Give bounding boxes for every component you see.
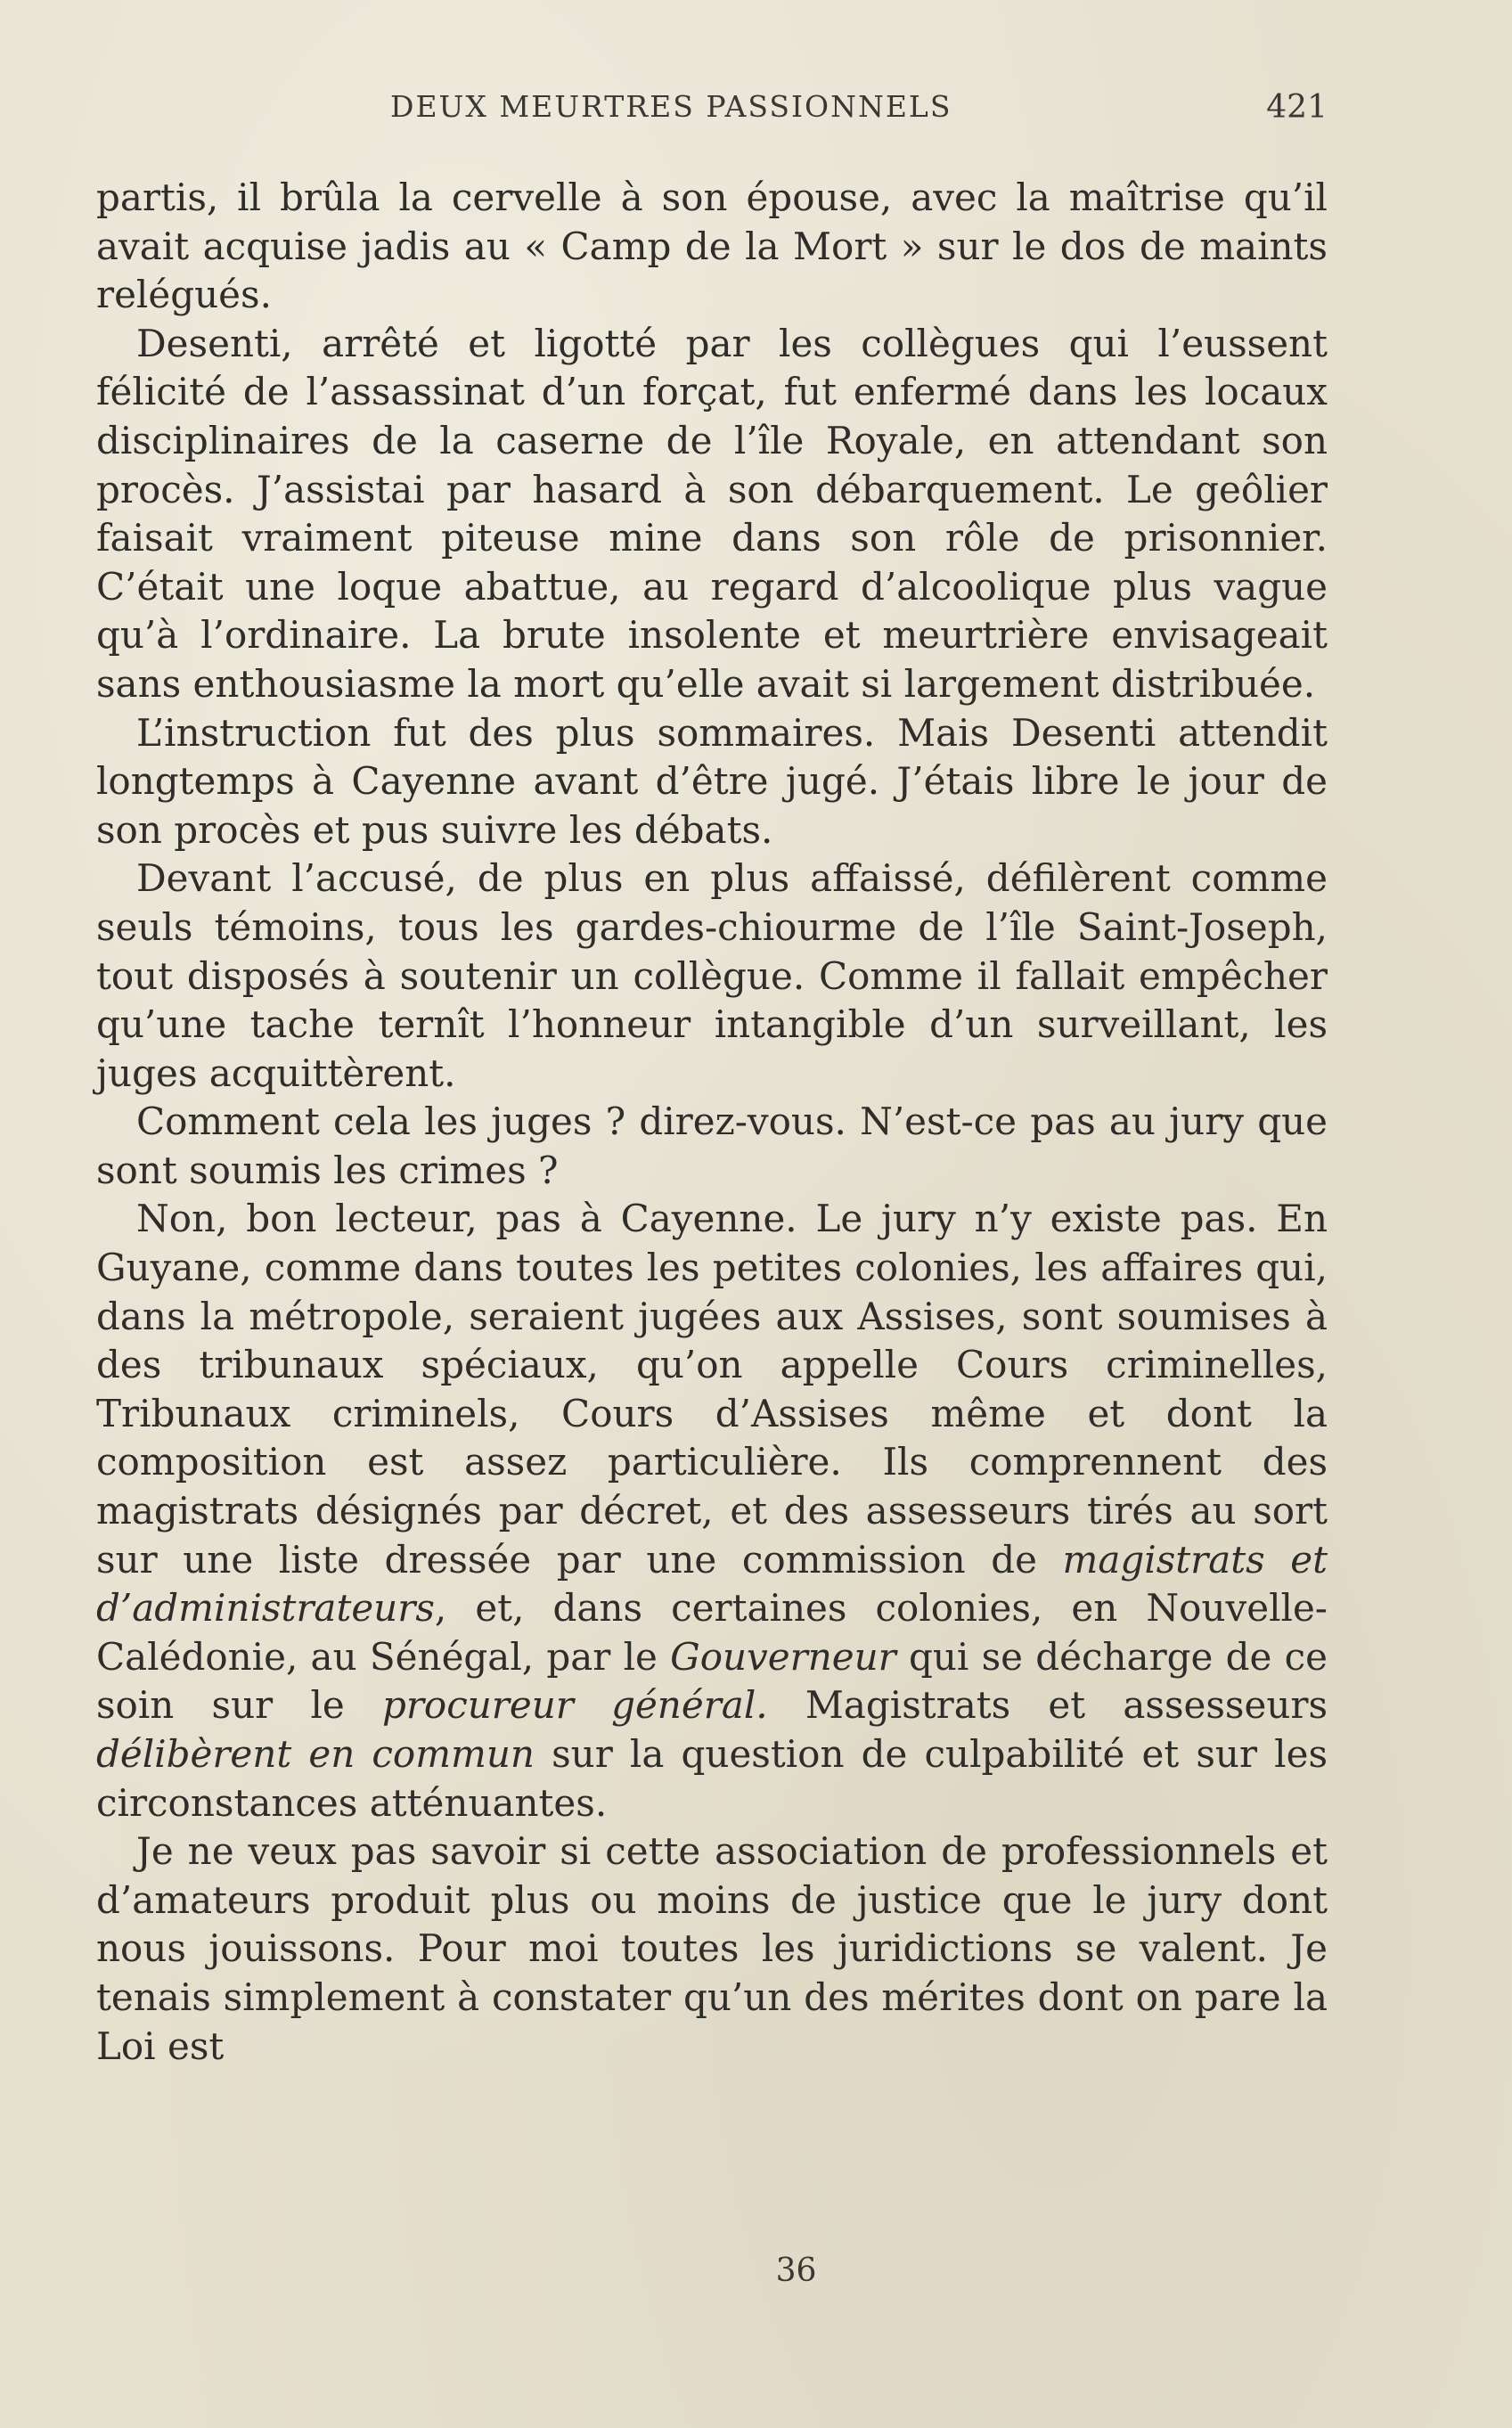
- text-segment: qui se décharge de ce soin sur le: [96, 1634, 1328, 1728]
- text-segment: Devant l’accusé, de plus en plus affaissé, défilèrent comme seuls témoins, tous les gardes-chiourme de l’île Saint-Joseph, tout disposés à soutenir un collègue. Comme il fallait empêcher qu’une tache ternît l’honneur intangible d’un surveillant, les juges acquittèrent.: [96, 856, 1328, 1095]
- text-segment: partis, il brûla la cervelle à son épouse, avec la maîtrise qu’il avait acquise jadis au « Camp de la Mort » sur le dos de maints relégués.: [96, 176, 1328, 317]
- text-segment: L’instruction fut des plus sommaires. Mais Desenti attendit longtemps à Cayenne avant d’être jugé. J’étais libre le jour de son procès et pus suivre les débats.: [96, 710, 1328, 852]
- text-segment: Non, bon lecteur, pas à Cayenne. Le jury n’y existe pas. En Guyane, comme dans toutes les petites colonies, les affaires qui, dans la métropole, seraient jugées aux Assises, sont soumises à des tribunaux spéciaux, qu’on appelle Cours criminelles, Tribunaux criminels, Cours d’Assises même et dont la composition est assez particulière. Ils comprennent des magistrats désignés par décret, et des assesseurs tirés au sort sur une liste dressée par une commission de: [96, 1197, 1328, 1582]
- paragraph: [96, 1098, 1328, 1195]
- italic-text-segment: délibèrent en commun: [96, 1732, 535, 1776]
- text-segment: , et, dans certaines colonies, en Nouvelle-Calédonie, au Sénégal, par le: [96, 1586, 1328, 1679]
- page-header: [96, 87, 1328, 132]
- text-segment: Je ne veux pas savoir si cette association de professionnels et d’amateurs produit plus ou moins de justice que le jury dont nous jouissons. Pour moi toutes les juridictions se valent. Je tenais simplement à constater qu’un des mérites dont on pare la Loi est: [96, 1829, 1328, 2068]
- running-title: DEUX MEURTRES PASSIONNELS: [390, 89, 952, 124]
- paragraph: [96, 854, 1328, 1098]
- paragraph: [96, 320, 1328, 709]
- text-segment: Magistrats et assesseurs: [767, 1683, 1328, 1728]
- italic-text-segment: procureur général.: [381, 1683, 768, 1728]
- text-segment: Comment cela les juges ? direz-vous. N’est-ce pas au jury que sont soumis les crimes ?: [96, 1100, 1328, 1192]
- paragraph: [96, 709, 1328, 855]
- italic-text-segment: Gouverneur: [670, 1634, 896, 1679]
- text-segment: sur la question de culpabilité et sur les circonstances atténuantes.: [96, 1732, 1328, 1825]
- page-number: 421: [1266, 89, 1328, 126]
- body-text: [96, 174, 1328, 2071]
- text-segment: Desenti, arrêté et ligotté par les collègues qui l’eussent félicité de l’assassinat d’un forçat, fut enfermé dans les locaux disciplinaires de la caserne de l’île Royale, en attendant son procès. J’assistai par hasard à son débarquement. Le geôlier faisait vraiment piteuse mine dans son rôle de prisonnier. C’était une loque abattue, au regard d’alcoolique plus vague qu’à l’ordinaire. La brute insolente et meurtrière envisageait sans enthousiasme la mort qu’elle avait si largement distribuée.: [96, 321, 1328, 706]
- paragraph: [96, 1195, 1328, 1827]
- italic-text-segment: magistrats et d’administrateurs: [96, 1537, 1328, 1631]
- paragraph: [96, 1827, 1328, 2071]
- signature-mark: 36: [775, 2252, 817, 2289]
- paragraph: [96, 174, 1328, 320]
